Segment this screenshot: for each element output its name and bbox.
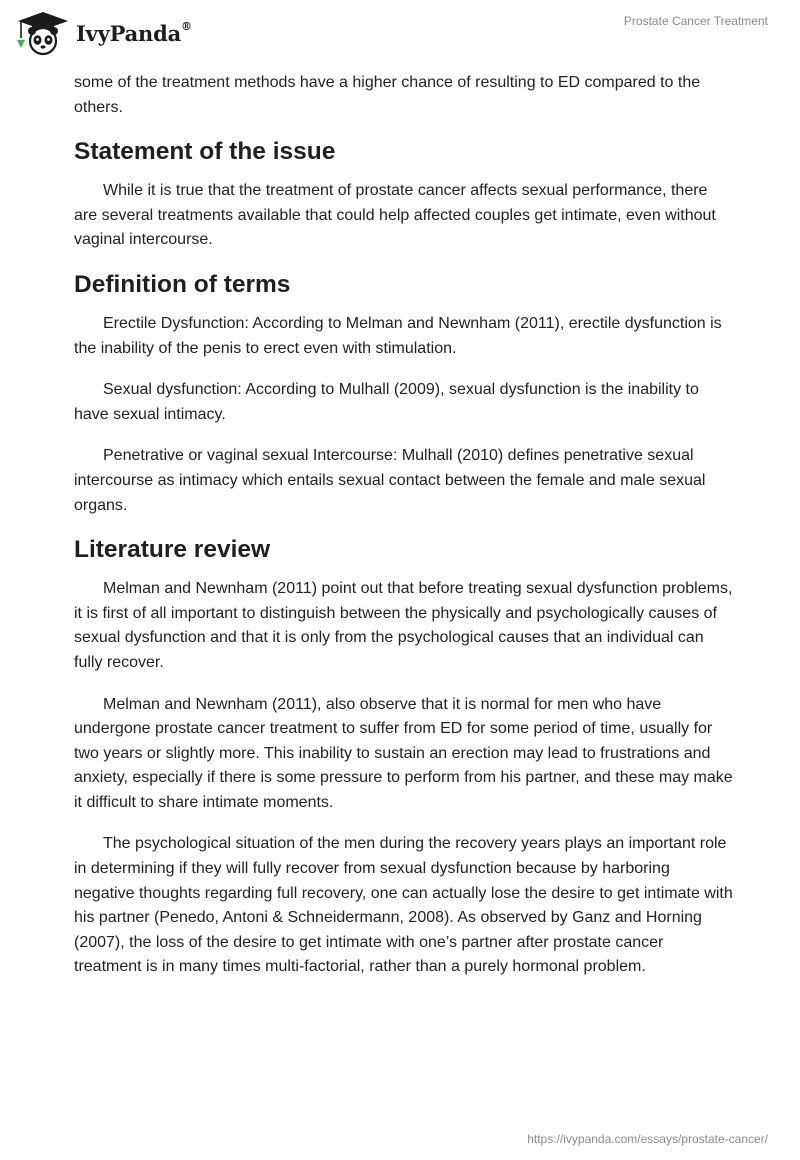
section-heading: Statement of the issue	[74, 138, 336, 166]
section-heading: Literature review	[74, 536, 271, 564]
paragraph: The psychological situation of the men during the recovery years plays an important role in determining if they will fully recover from sexual dysfunction because by harboring negative thoughts regarding full recovery, one can actually lose the desire to get intimate with his partner (Penedo, Antoni & Schneidermann, 2008). As observed by Ganz and Horning (2007), the loss of the desire to get intimate with one’s partner after prostate cancer treatment is in many times multi-factorial, rather than a purely hormonal problem.	[74, 835, 733, 976]
registered-mark: ®	[181, 19, 192, 33]
brand-name: IvyPanda®	[76, 19, 192, 46]
paragraph: Penetrative or vaginal sexual Intercourse: Mulhall (2010) defines penetrative sexual intercourse as intimacy which entails sexual contact between the female and male sexual organs.	[74, 447, 706, 514]
paragraph: Melman and Newnham (2011) point out that before treating sexual dysfunction problems, it is first of all important to distinguish between the physically and psychologically causes of sexual dysfunction and that it is only from the psychological causes that an individual can fully recover.	[74, 580, 733, 671]
paragraph: Sexual dysfunction: According to Mulhall (2009), sexual dysfunction is the inability to have sexual intimacy.	[74, 381, 699, 423]
source-url-link[interactable]: https://ivypanda.com/essays/prostate-cancer/	[527, 1132, 768, 1146]
page-header	[0, 0, 800, 70]
paragraph: Melman and Newnham (2011), also observe that it is normal for men who have undergone prostate cancer treatment to suffer from ED for some period of time, usually for two years or slightly more. This inability to sustain an erection may lead to frustrations and anxiety, especially if there is some pressure to perform from his partner, and these may make it difficult to share intimate moments.	[74, 695, 733, 811]
paragraph: Erectile Dysfunction: According to Melman and Newnham (2011), erectile dysfunction is the inability of the penis to erect even with stimulation.	[74, 314, 722, 357]
document-title: Prostate Cancer Treatment	[623, 14, 768, 28]
panda-graduate-icon	[14, 8, 72, 58]
essay-body	[74, 71, 734, 997]
section-heading: Definition of terms	[74, 270, 291, 298]
paragraph: While it is true that the treatment of prostate cancer affects sexual performance, there are several treatments available that could help affected couples get intimate, even without vaginal intercourse.	[74, 182, 716, 249]
brand-logo[interactable]	[14, 8, 192, 58]
paragraph: some of the treatment methods have a higher chance of resulting to ED compared to the others.	[74, 74, 701, 116]
